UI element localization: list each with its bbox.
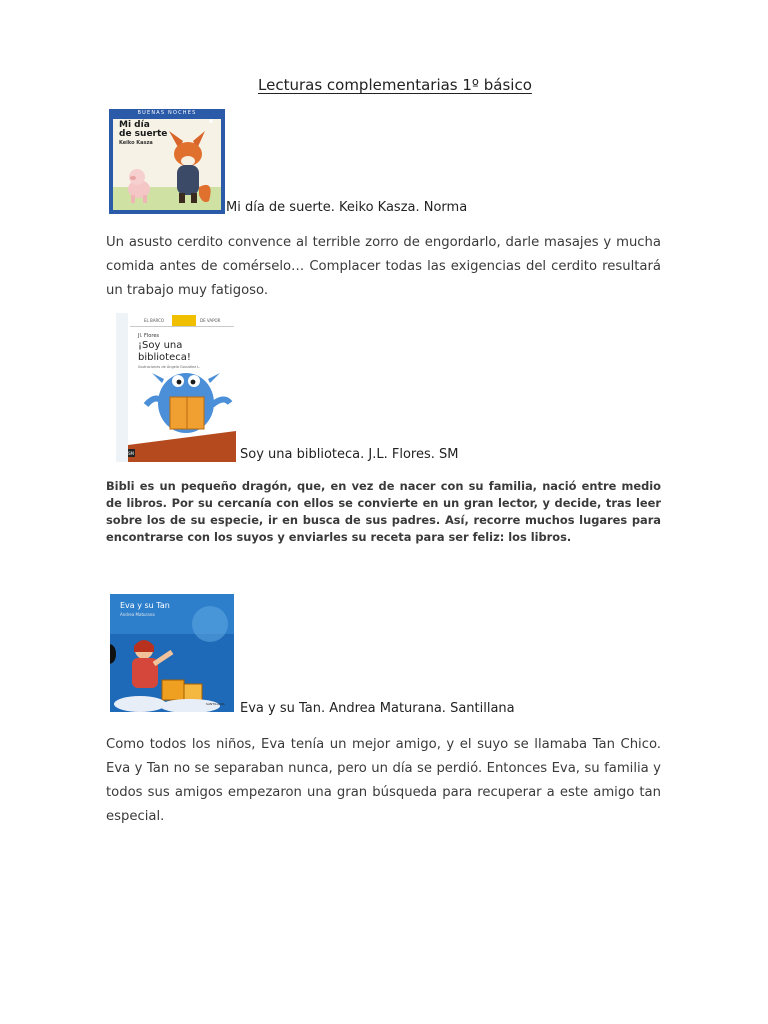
book-description: Un asusto cerdito convence al terrible zorro de engordarlo, darle masajes y mucha comida antes de comérselo… Complacer todas las exigencias del cerdito resultará un trabajo muy fatigoso. <box>106 235 661 298</box>
cover-series-right: DE VAPOR <box>200 318 221 323</box>
page-title: Lecturas complementarias 1º básico <box>258 76 532 94</box>
book-cover-eva-y-su-tan <box>110 594 234 712</box>
cover-title-line-1: ¡Soy una <box>138 340 183 351</box>
book-cover-mi-dia-de-suerte <box>109 109 225 214</box>
book-description: Bibli es un pequeño dragón, que, en vez de nacer con su familia, nació entre medio de libros. Por su cercanía con ellos se convierte en un gran lector, y decide, tras leer sobre los de su especie, ir en busca de sus padres. Así, recorre muchos lugares para encontrarse con los suyos y enviarles su receta para ser feliz: los libros. <box>106 479 661 544</box>
cover-author: Andrea Maturana <box>120 612 155 617</box>
dragon-with-book-illustration <box>116 313 236 462</box>
cover-title-line-1: Mi día <box>119 120 150 130</box>
book-caption: Eva y su Tan. Andrea Maturana. Santillana <box>240 701 515 716</box>
book-caption: Soy una biblioteca. J.L. Flores. SM <box>240 447 459 462</box>
book-description: Como todos los niños, Eva tenía un mejor amigo, y el suyo se llamaba Tan Chico. Eva y Tan no se separaban nunca, pero un día se perdió. Entonces Eva, su familia y todos sus amigos empezaron una gran búsqueda para recuperar a este amigo tan especial. <box>106 737 661 824</box>
cover-title-line-2: de suerte <box>119 129 168 139</box>
cover-publisher: SANTILLANA <box>206 702 225 706</box>
cover-author: Keiko Kasza <box>119 140 153 146</box>
cover-title: Eva y su Tan <box>120 601 170 610</box>
cover-title-line-2: biblioteca! <box>138 352 191 363</box>
book-cover-soy-una-biblioteca <box>116 313 236 462</box>
cover-author: Jl. Flores <box>138 333 159 339</box>
cover-illustrator: Ilustraciones de Ángela González L. <box>138 365 201 369</box>
cover-series-left: EL BARCO <box>144 318 165 323</box>
cover-publisher: SM <box>128 451 134 456</box>
book-caption: Mi día de suerte. Keiko Kasza. Norma <box>226 200 468 215</box>
cover-series: BUENAS NOCHES <box>137 110 197 116</box>
